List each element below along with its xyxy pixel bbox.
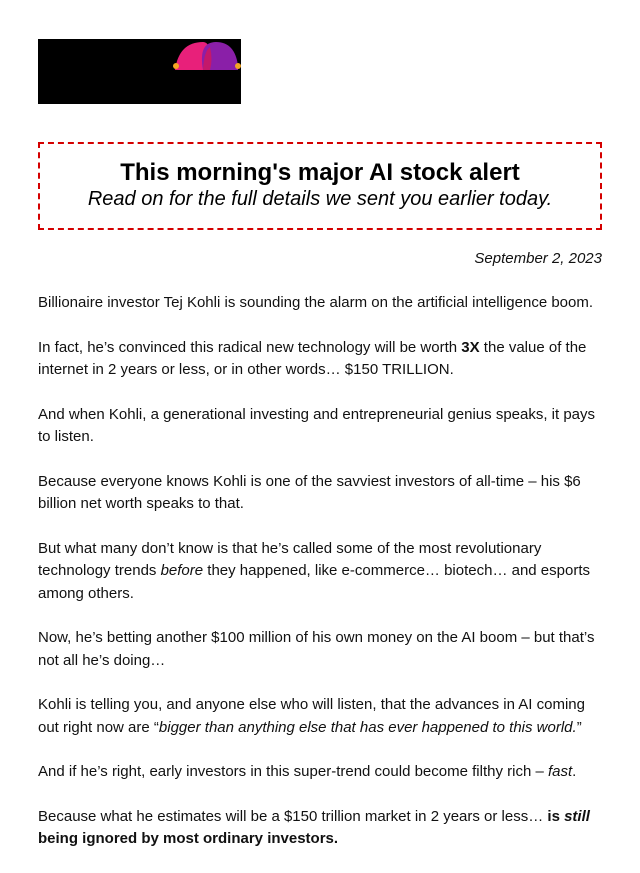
quote-italic: bigger than anything else that has ever happened to this world. — [158, 718, 577, 736]
brand-logo[interactable] — [38, 39, 241, 104]
article-body — [38, 292, 602, 873]
paragraph-6: Now, he’s betting another $100 million of his own money on the AI boom – but that’s not all he’s doing… — [38, 629, 595, 669]
emphasis-fast: fast — [547, 763, 573, 780]
paragraph-2: In fact, he’s convinced this radical new technology will be worth 3X the value of the internet in 2 years or less, or in other words… $150 TRILLION. — [38, 338, 587, 378]
paragraph-4: Because everyone knows Kohli is one of the savviest investors of all-time – his $6 billion net worth speaks to that. — [38, 472, 581, 512]
paragraph-7: Kohli is telling you, and anyone else who will listen, that the advances in AI coming out right now are “bigger than anything else that has ever happened to this world.” — [38, 696, 585, 736]
paragraph-1: Billionaire investor Tej Kohli is sounding the alarm on the artificial intelligence boom. — [38, 294, 594, 311]
paragraph-9: Because what he estimates will be a $150 trillion market in 2 years or less… is still being ignored by most ordinary investors. — [38, 807, 590, 847]
paragraph-8: And if he’s right, early investors in this super-trend could become filthy rich – fast. — [38, 763, 577, 780]
alert-subtitle: Read on for the full details we sent you earlier today. — [87, 188, 553, 210]
emphasis-before: before — [160, 562, 204, 579]
jester-hat-icon — [38, 39, 241, 104]
issue-date: September 2, 2023 — [474, 250, 602, 267]
paragraph-5: But what many don’t know is that he’s called some of the most revolutionary technology trends before they happened, like e-commerce… biotech… and esports among others. — [38, 539, 590, 602]
alert-title: This morning's major AI stock alert — [120, 159, 520, 186]
emphasis-still: still — [564, 807, 590, 825]
emphasis-3x: 3X — [461, 338, 480, 356]
alert-banner — [38, 142, 602, 230]
paragraph-3: And when Kohli, a generational investing and entrepreneurial genius speaks, it pays to listen. — [38, 405, 596, 445]
